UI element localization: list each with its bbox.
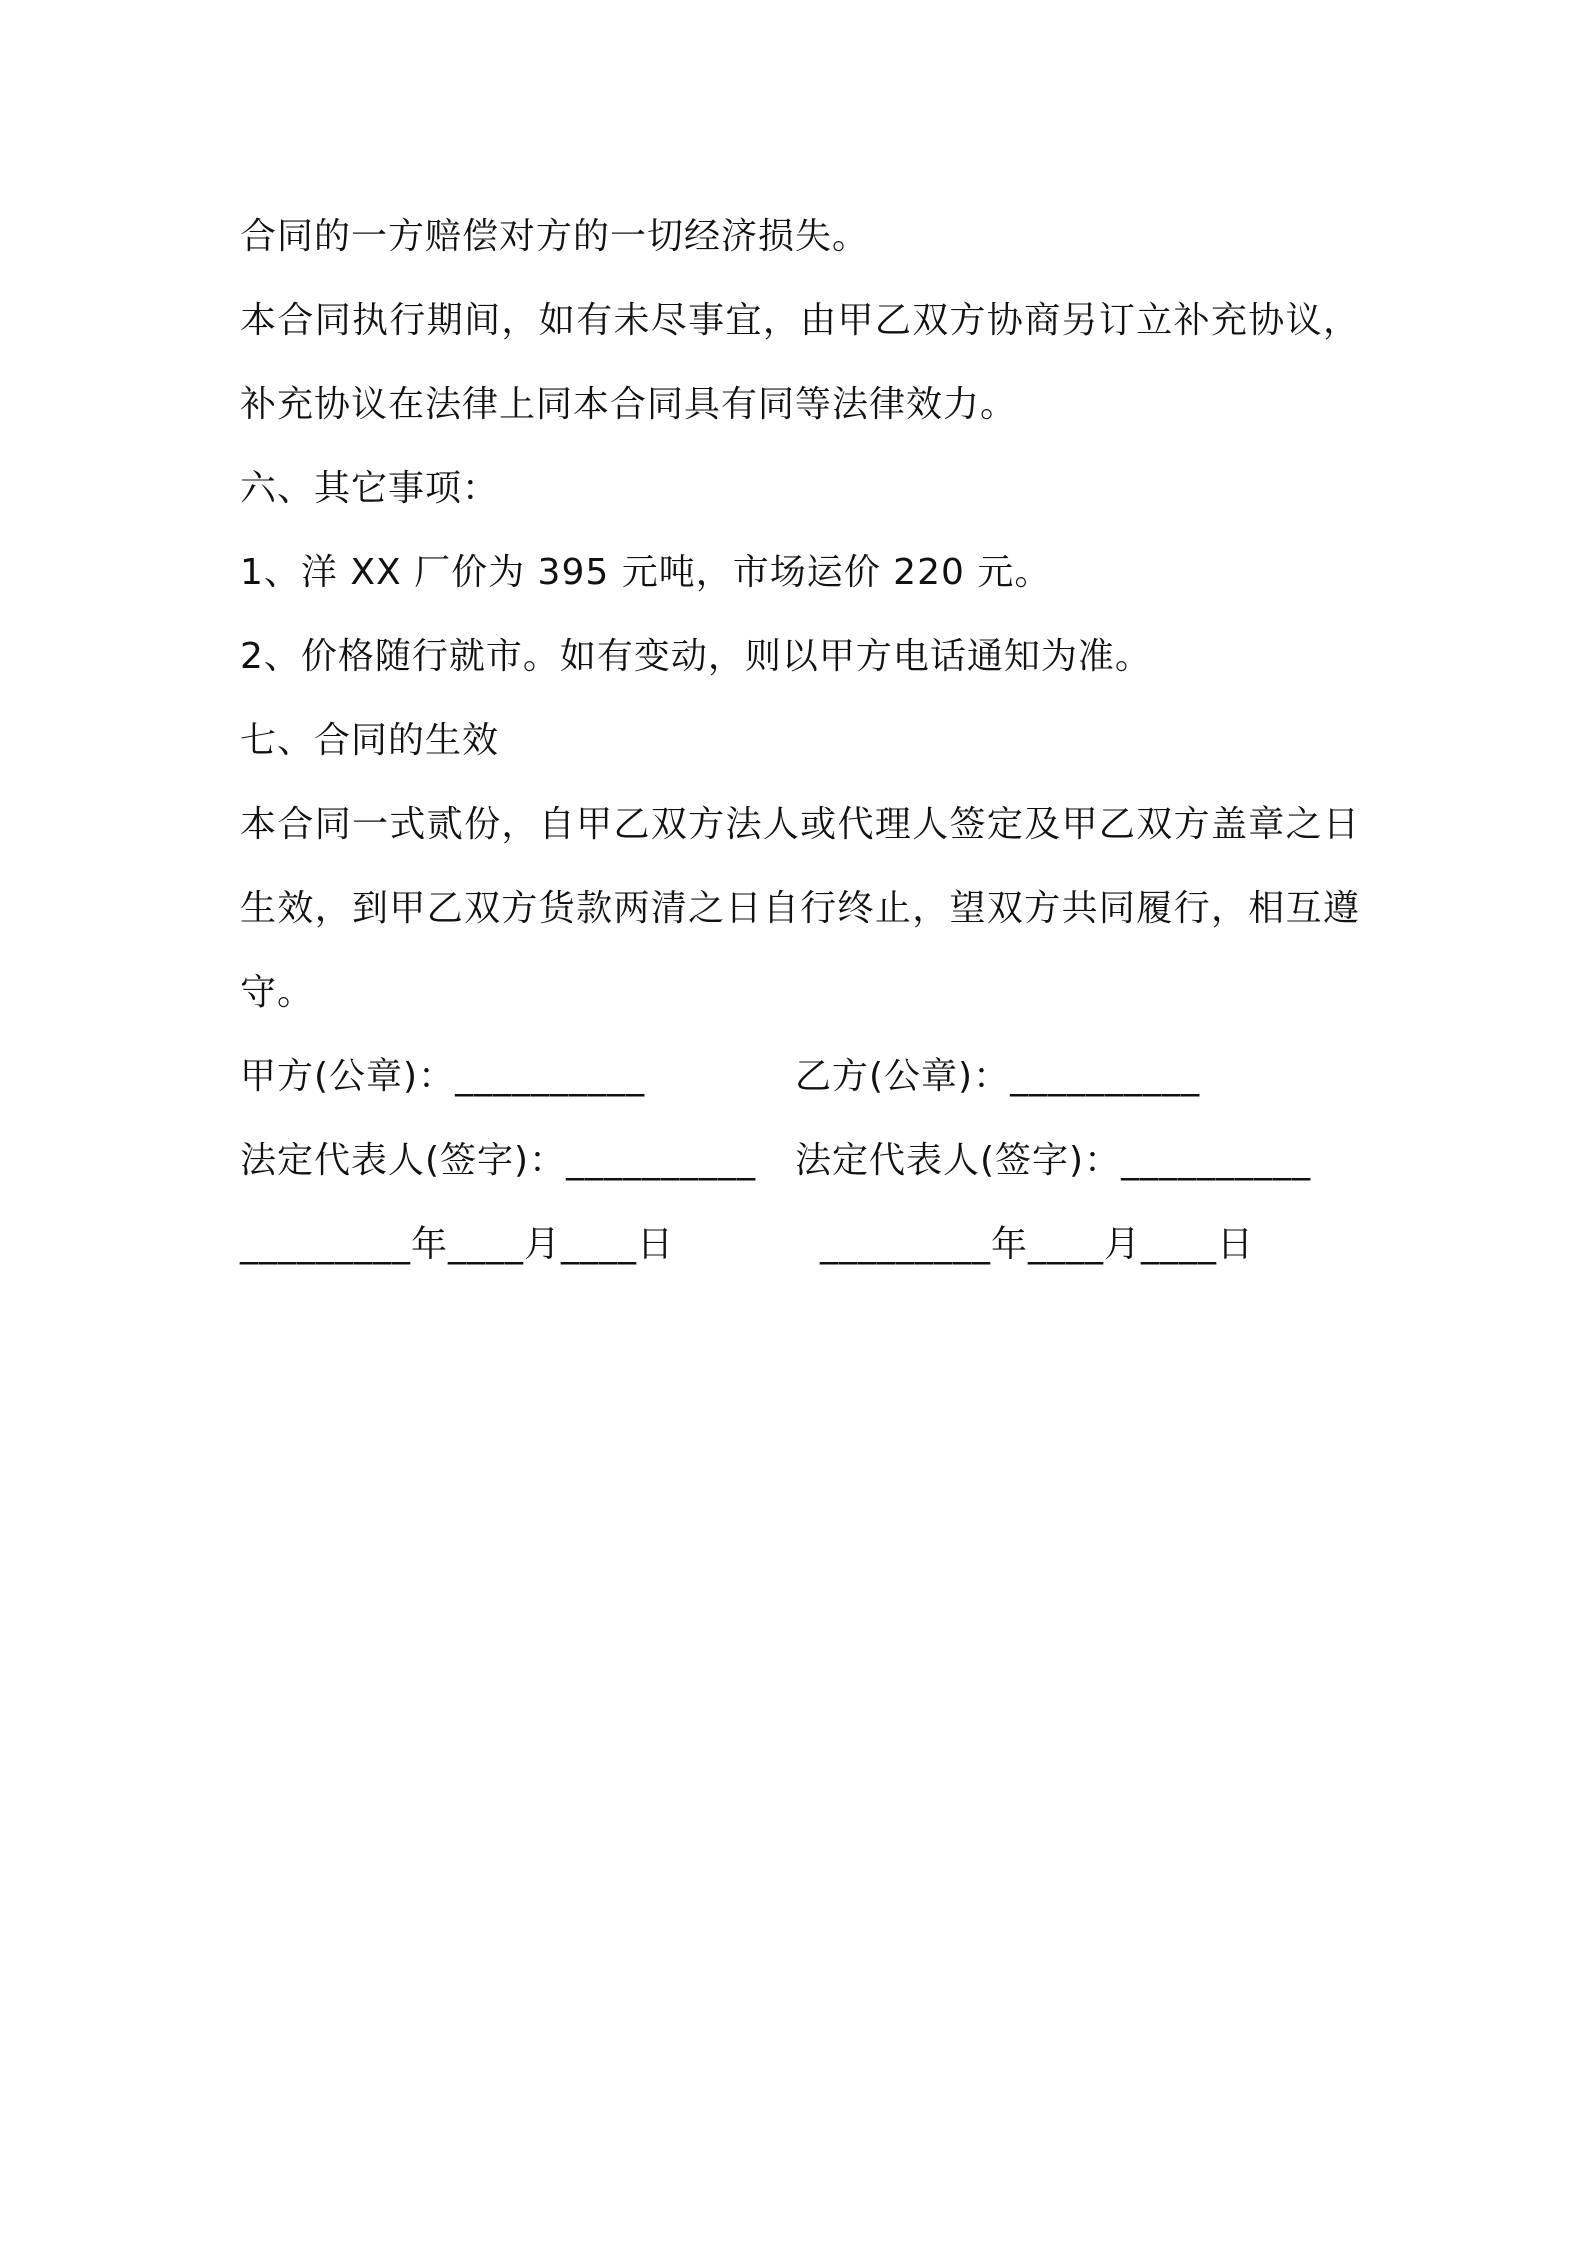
document-body: [240, 195, 1360, 1287]
signature-seal-row: [240, 1035, 1360, 1119]
party-a-seal-field: 甲方(公章)：__________: [240, 1056, 646, 1097]
paragraph-effectiveness: 本合同一式贰份，自甲乙双方法人或代理人签定及甲乙双方盖章之日生效，到甲乙双方货款两清之日自行终止，望双方共同履行，相互遵守。: [240, 804, 1360, 1013]
party-b-representative-field: 法定代表人(签字)：__________: [795, 1140, 1312, 1181]
party-b-seal-field: 乙方(公章)：__________: [795, 1056, 1201, 1097]
paragraph-compensation: 合同的一方赔偿对方的一切经济损失。: [240, 216, 870, 257]
paragraph-supplementary-agreement: 本合同执行期间，如有未尽事宜，由甲乙双方协商另订立补充协议，补充协议在法律上同本合同具有同等法律效力。: [240, 300, 1360, 425]
section-heading-other-matters: 六、其它事项：: [240, 468, 500, 509]
party-a-date-field: _________年____月____日: [240, 1224, 674, 1265]
item-price-adjustment: 2、价格随行就市。如有变动，则以甲方电话通知为准。: [240, 636, 1152, 677]
party-a-representative-field: 法定代表人(签字)：__________: [240, 1140, 757, 1181]
section-heading-effectiveness: 七、合同的生效: [240, 720, 500, 761]
signature-date-row: [240, 1203, 1360, 1287]
item-price: 1、洋 XX 厂价为 395 元吨，市场运价 220 元。: [240, 552, 1052, 593]
signature-representative-row: [240, 1119, 1360, 1203]
party-b-date-field: _________年____月____日: [820, 1224, 1254, 1265]
